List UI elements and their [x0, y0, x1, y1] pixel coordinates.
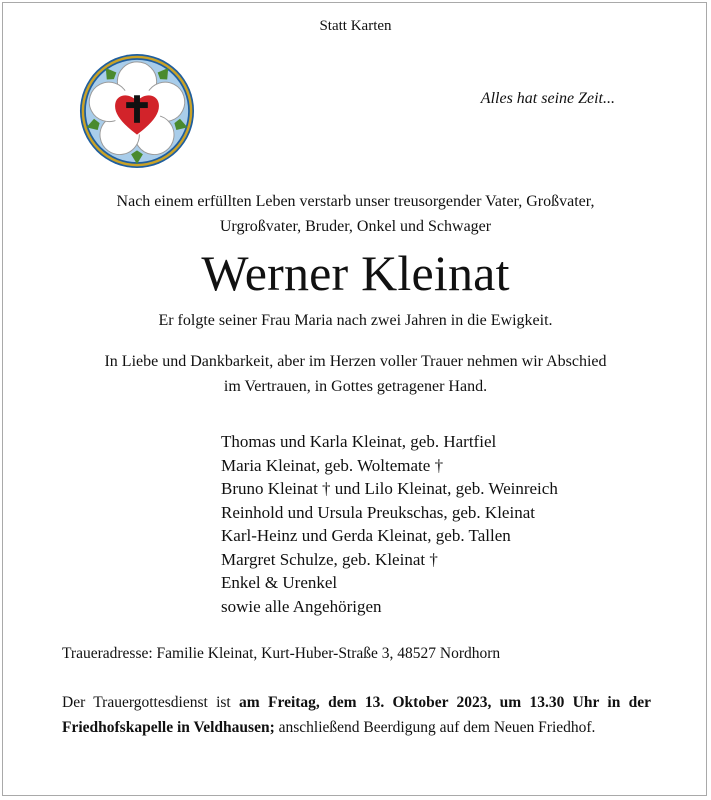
mourner-line: Karl-Heinz und Gerda Kleinat, geb. Tallen: [221, 526, 511, 545]
farewell-text: [0, 349, 711, 399]
intro-text: [0, 189, 711, 239]
mourner-line: Thomas und Karla Kleinat, geb. Hartfiel: [221, 432, 497, 451]
service-text: Der Trauergottesdienst ist: [62, 694, 240, 711]
mourner-line: Margret Schulze, geb. Kleinat †: [221, 549, 438, 569]
service-text: anschließend Beerdigung auf dem Neuen Friedhof.: [274, 719, 596, 736]
notice-header: Statt Karten: [319, 18, 392, 34]
deceased-name: Werner Kleinat: [201, 245, 510, 301]
motto: Alles hat seine Zeit...: [480, 90, 615, 107]
mourner-line: Reinhold und Ursula Preukschas, geb. Kleinat: [221, 502, 535, 522]
mourner-line: Maria Kleinat, geb. Woltemate †: [221, 455, 444, 475]
mourner-line: Bruno Kleinat † und Lilo Kleinat, geb. Weinreich: [221, 479, 558, 498]
intro-line: Urgroßvater, Bruder, Onkel und Schwager: [219, 218, 492, 235]
farewell-line: im Vertrauen, in Gottes getragener Hand.: [223, 378, 488, 395]
mourner-line: Enkel & Urenkel: [221, 573, 338, 592]
mourner-line: sowie alle Angehörigen: [221, 596, 382, 616]
mourning-address: Traueradresse: Familie Kleinat, Kurt-Huber-Straße 3, 48527 Nordhorn: [62, 645, 501, 662]
mourners-list: [221, 430, 558, 618]
service-details: [62, 690, 651, 740]
service-date-location: am Freitag, dem 13. Oktober 2023, um 13.30 Uhr in der Friedhofskapelle in Veldhausen;: [62, 694, 652, 736]
intro-line: Nach einem erfüllten Leben verstarb unser treusorgender Vater, Großvater,: [116, 193, 595, 210]
farewell-line: In Liebe und Dankbarkeit, aber im Herzen voller Trauer nehmen wir Abschied: [104, 353, 607, 370]
luther-rose-icon: [78, 52, 196, 170]
followed-text: Er folgte seiner Frau Maria nach zwei Jahren in die Ewigkeit.: [158, 312, 553, 329]
